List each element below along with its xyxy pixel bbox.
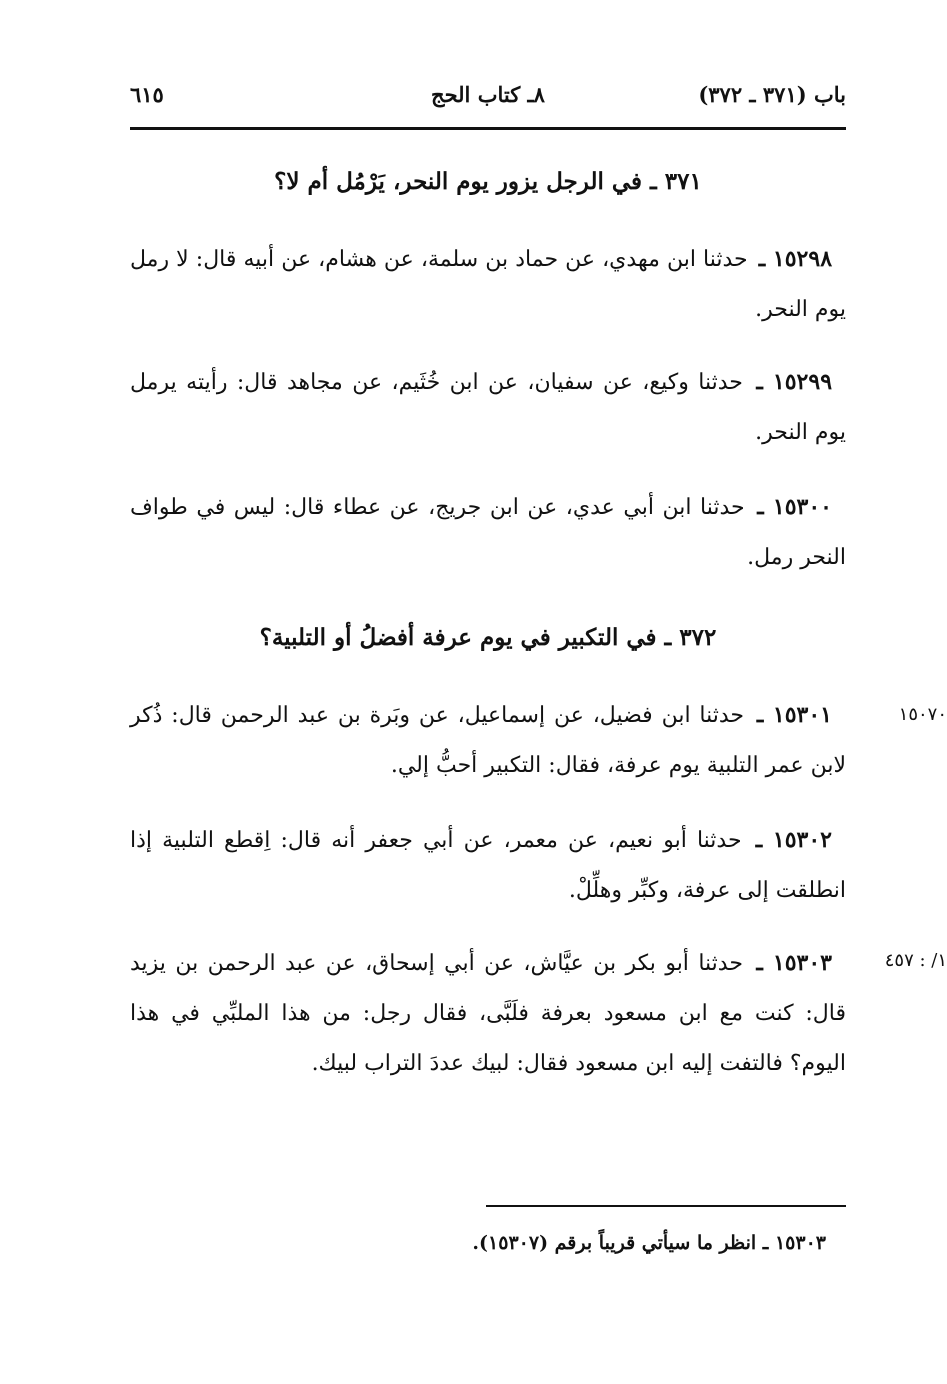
margin-cross-reference: ١٥٠٧٠ [898, 704, 947, 725]
footnote-rule [486, 1205, 846, 1207]
page-number: ٦١٥ [130, 82, 164, 107]
hadith-number: ١٥٢٩٨ ـ [758, 246, 833, 272]
section-heading-371: ٣٧١ ـ في الرجل يزور يوم النحر، يَرْمُل أم لا؟ [274, 168, 702, 195]
hadith-text: حدثنا أبو نعيم، عن معمر، عن أبي جعفر أنه قال: اِقطع التلبية إذا انطلقت إلى عرفة، وكبِّر وهلِّلْ. [130, 828, 846, 903]
hadith-entry-15300 [130, 482, 846, 583]
running-header [130, 82, 846, 122]
footnote: ١٥٣٠٣ ـ انظر ما سيأتي قريباً برقم (١٥٣٠٧). [472, 1232, 826, 1254]
hadith-text: حدثنا ابن أبي عدي، عن ابن جريج، عن عطاء قال: ليس في طواف النحر رمل. [130, 495, 846, 570]
hadith-entry-15303 [130, 938, 846, 1089]
hadith-number: ١٥٣٠١ ـ [756, 702, 832, 728]
hadith-entry-15298 [130, 234, 846, 335]
header-rule [130, 127, 846, 130]
margin-volume-reference: ١/ : ٤٥٧ [884, 950, 947, 971]
hadith-entry-15299 [130, 357, 846, 458]
hadith-number: ١٥٣٠٢ ـ [755, 827, 832, 853]
hadith-entry-15301 [130, 690, 846, 791]
hadith-text: حدثنا أبو بكر بن عيَّاش، عن أبي إسحاق، عن عبد الرحمن بن يزيد قال: كنت مع ابن مسعود بعرفة فلَبَّى، فقال رجل: من هذا الملبِّي في هذا اليوم؟ فالتفت إليه ابن مسعود فقال: لبيك عددَ التراب لبيك. [130, 951, 846, 1076]
hadith-number: ١٥٣٠٣ ـ [756, 950, 832, 976]
hadith-number: ١٥٢٩٩ ـ [756, 369, 833, 395]
hadith-entry-15302 [130, 815, 846, 916]
hadith-text: حدثنا وكيع، عن سفيان، عن ابن خُثَيم، عن مجاهد قال: رأيته يرمل يوم النحر. [130, 370, 846, 445]
header-book-title: ٨ـ كتاب الحج [431, 82, 545, 107]
header-chapter: باب (٣٧١ ـ ٣٧٢) [698, 82, 846, 107]
section-heading-372: ٣٧٢ ـ في التكبير في يوم عرفة أفضلُ أو التلبية؟ [259, 624, 717, 651]
hadith-number: ١٥٣٠٠ ـ [757, 494, 832, 520]
hadith-text: حدثنا ابن فضيل، عن إسماعيل، عن وبَرة بن عبد الرحمن قال: ذُكر لابن عمر التلبية يوم عرفة، فقال: التكبير أحبُّ إلي. [130, 703, 846, 778]
hadith-text: حدثنا ابن مهدي، عن حماد بن سلمة، عن هشام، عن أبيه قال: لا رمل يوم النحر. [130, 247, 846, 322]
